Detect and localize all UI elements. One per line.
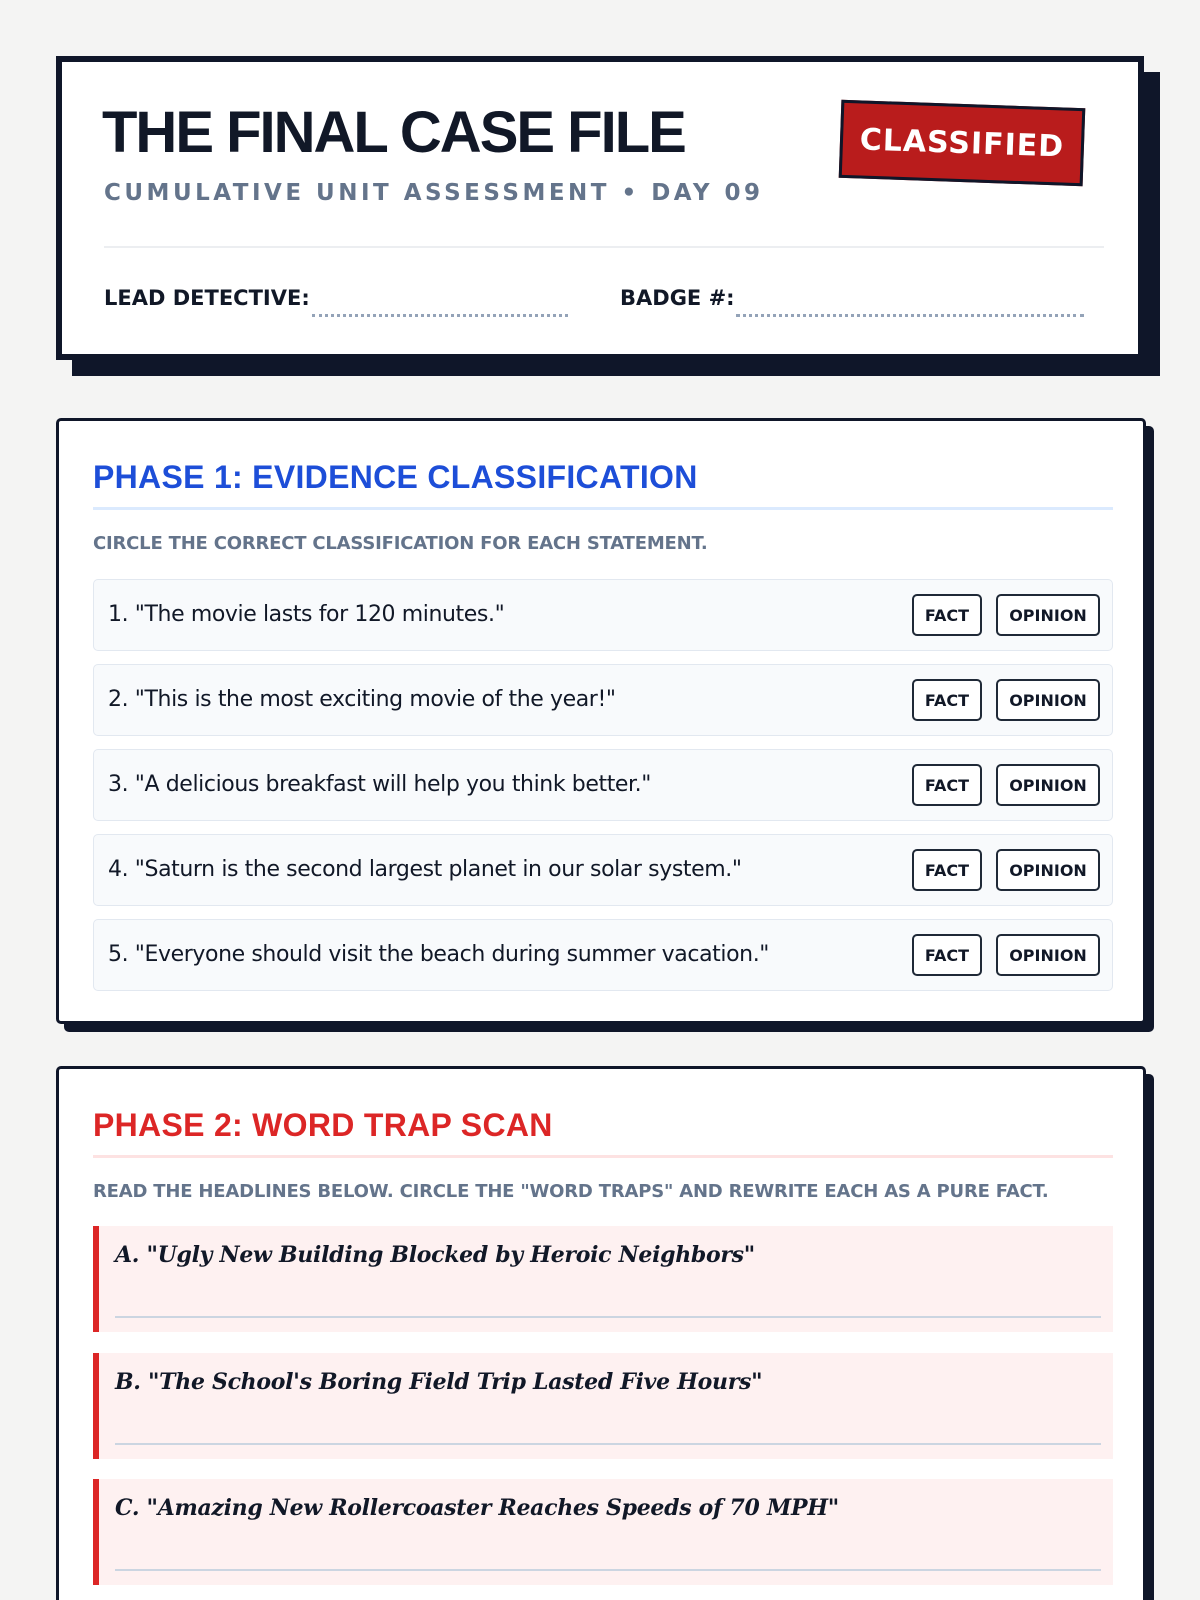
fact-button[interactable]: FACT xyxy=(912,934,982,976)
headline-item xyxy=(93,1226,1113,1332)
classified-stamp-label: CLASSIFIED xyxy=(859,121,1065,165)
phase1-title: PHASE 1: EVIDENCE CLASSIFICATION xyxy=(93,459,698,495)
case-file-header xyxy=(56,56,1144,360)
fact-button[interactable]: FACT xyxy=(912,764,982,806)
fact-button[interactable]: FACT xyxy=(912,679,982,721)
badge-number-label: BADGE #: xyxy=(620,286,735,310)
statement-text: 2. "This is the most exciting movie of the year!" xyxy=(108,687,616,712)
rewrite-answer-line[interactable] xyxy=(115,1569,1101,1571)
statement-text: 4. "Saturn is the second largest planet in our solar system." xyxy=(108,857,742,882)
lead-detective-label: LEAD DETECTIVE: xyxy=(104,286,310,310)
statement-text: 3. "A delicious breakfast will help you think better." xyxy=(108,772,651,797)
phase2-section xyxy=(56,1066,1146,1600)
opinion-button[interactable]: OPINION xyxy=(996,679,1100,721)
opinion-button[interactable]: OPINION xyxy=(996,764,1100,806)
statement-row xyxy=(93,919,1113,991)
phase1-instructions: CIRCLE THE CORRECT CLASSIFICATION FOR EACH STATEMENT. xyxy=(93,533,708,554)
headline-item xyxy=(93,1479,1113,1585)
phase1-section xyxy=(56,418,1146,1024)
statement-row xyxy=(93,579,1113,651)
statement-row xyxy=(93,664,1113,736)
badge-number-field[interactable] xyxy=(736,314,1084,317)
statement-row xyxy=(93,834,1113,906)
statement-text: 1. "The movie lasts for 120 minutes." xyxy=(108,602,505,627)
fact-button[interactable]: FACT xyxy=(912,594,982,636)
fact-button[interactable]: FACT xyxy=(912,849,982,891)
phase2-instructions: READ THE HEADLINES BELOW. CIRCLE THE "WORD TRAPS" AND REWRITE EACH AS A PURE FACT. xyxy=(93,1181,1049,1202)
header-divider xyxy=(104,246,1104,248)
rewrite-answer-line[interactable] xyxy=(115,1443,1101,1445)
headline-text: B. "The School's Boring Field Trip Lasted Five Hours" xyxy=(115,1369,763,1395)
lead-detective-field[interactable] xyxy=(312,314,568,317)
phase2-divider xyxy=(93,1155,1113,1158)
rewrite-answer-line[interactable] xyxy=(115,1316,1101,1318)
opinion-button[interactable]: OPINION xyxy=(996,849,1100,891)
headline-item xyxy=(93,1353,1113,1459)
headline-text: C. "Amazing New Rollercoaster Reaches Speeds of 70 MPH" xyxy=(115,1495,839,1521)
headline-text: A. "Ugly New Building Blocked by Heroic Neighbors" xyxy=(115,1242,755,1268)
page-subtitle: CUMULATIVE UNIT ASSESSMENT • DAY 09 xyxy=(104,180,764,206)
phase1-divider xyxy=(93,507,1113,510)
statement-row xyxy=(93,749,1113,821)
statement-text: 5. "Everyone should visit the beach during summer vacation." xyxy=(108,942,770,967)
classified-stamp xyxy=(839,100,1086,186)
opinion-button[interactable]: OPINION xyxy=(996,594,1100,636)
phase2-title: PHASE 2: WORD TRAP SCAN xyxy=(93,1107,553,1143)
page-title: THE FINAL CASE FILE xyxy=(102,100,685,165)
opinion-button[interactable]: OPINION xyxy=(996,934,1100,976)
